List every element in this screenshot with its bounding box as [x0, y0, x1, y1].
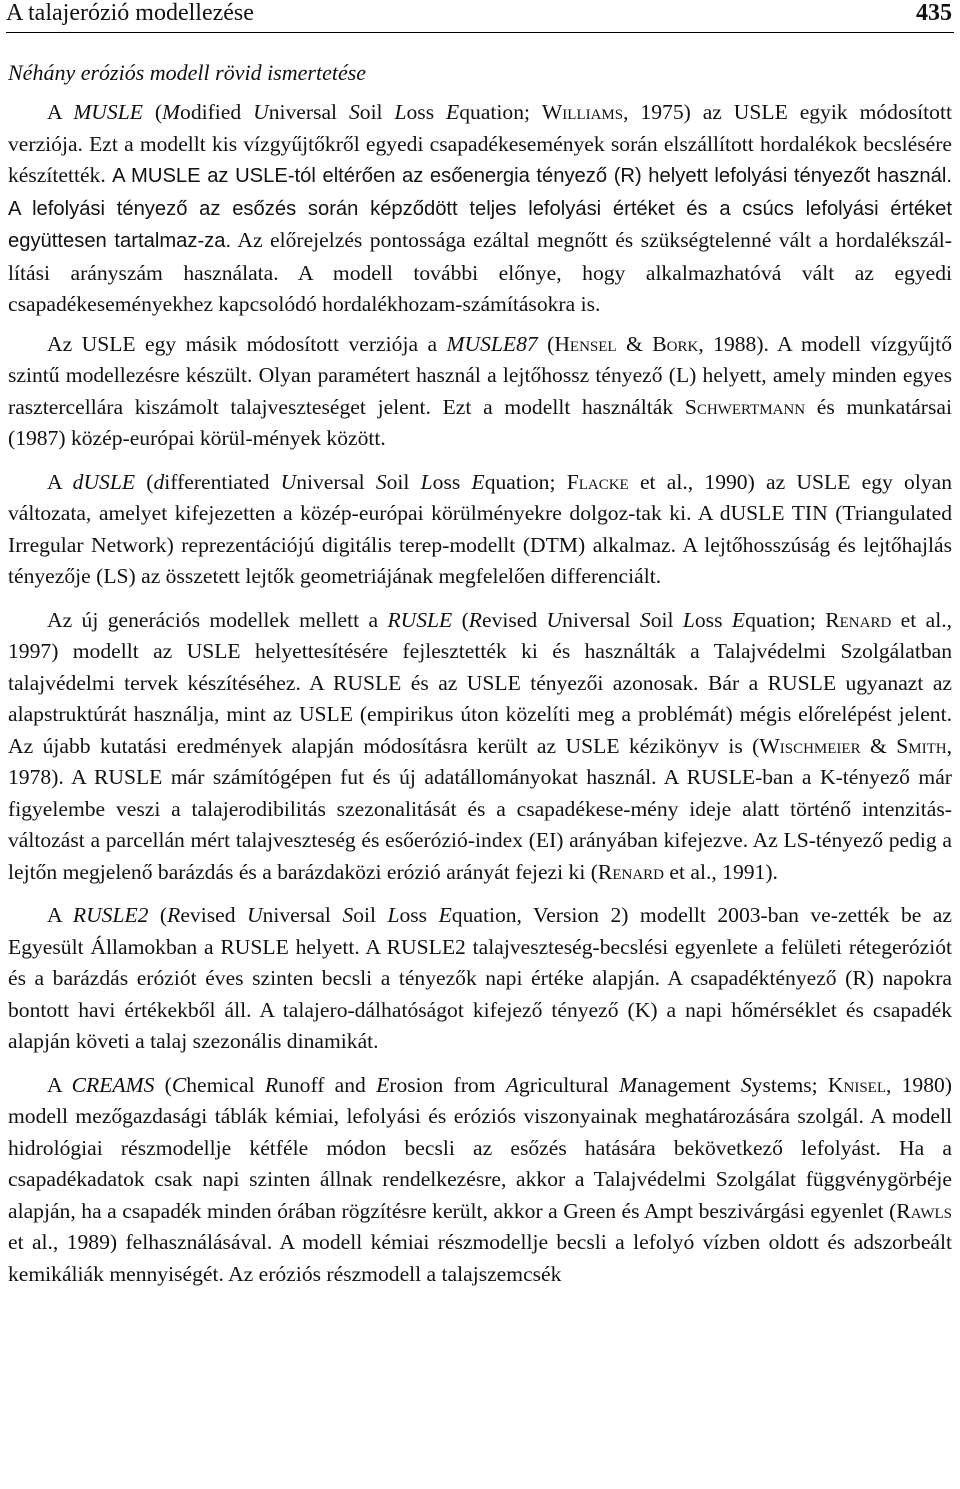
- author-citation: Smith: [896, 733, 947, 758]
- author-citation: Renard: [597, 859, 664, 884]
- model-name-dusle: dUSLE: [72, 469, 136, 494]
- paragraph-musle87: Az USLE egy másik módosított verziója a MUSLE87 (Hensel & Bork, 1988). A modell vízgyűjtő szintű modellezésre készült. Olyan paramétert használ a lejtőhossz tényező (L) helyett, amely minden egyes rasztercellára kiszámolt talajveszteséget jelent. Ezt a modellt használták Schwertmann és munkatársai (1987) közép-európai körül-mények között.: [8, 331, 953, 450]
- author-citation: Bork: [652, 331, 699, 356]
- model-name-musle87: MUSLE87: [446, 331, 538, 356]
- paragraph-rusle: Az új generációs modellek mellett a RUSLE (Revised Universal Soil Loss Equation; Renard et al., 1997) modellt az USLE helyettesítésére fejlesztették ki és használták a Talajvédelmi Szolgálatban talajvédelmi tervek készítéséhez. A RUSLE és az USLE tényezői azonosak. Bár a RUSLE ugyanazt az alapstruktúrát használja, mint az USLE (empirikus úton közelíti meg a problémát) mégis előrelépést jelent. Az újabb kutatási eredmények alapján módosításra került az USLE kézikönyv is (Wischmeier & Smith, 1978). A RUSLE már számítógépen fut és új adatállományokat használ. A RUSLE-ban a K-tényező már figyelembe veszi a talajerodibilitás szezonalitását és a csapadékese-mény ideje alatt történő intenzitás-változást a parcellán mért talajveszteség és esőerózió-index (EI) arányában kifejezve. Az LS-tényező pedig a lejtőn megjelenő barázdás és a barázdaközi erózió arányát fejezi ki (Renard et al., 1991).: [8, 607, 953, 884]
- author-citation: Hensel: [554, 331, 617, 356]
- author-citation: Rawls: [896, 1198, 952, 1223]
- paragraph-rusle2: A RUSLE2 (Revised Universal Soil Loss Equation, Version 2) modellt 2003-ban ve-zették be az Egyesült Államokban a RUSLE helyett. A RUSLE2 talajveszteség-becslési egyenlete a felületi rétegeróziót és a barázdás eróziót éves szinten becsli a tényezők napi értéke alapján. A csapadéktényező (R) napokra bontott havi értékekből áll. A talajero-dálhatóságot kifejező tényező (K) a napi hőmérséklet és csapadék alapján követi a talaj szezonális dinamikát.: [8, 903, 952, 1053]
- section-title: Néhány eróziós modell rövid ismertetése: [8, 60, 367, 85]
- author-citation: Knisel: [827, 1072, 886, 1097]
- author-citation: Flacke: [566, 469, 629, 494]
- author-citation: Wischmeier: [759, 733, 861, 758]
- paragraph-creams: A CREAMS (Chemical Runoff and Erosion from Agricultural Management Systems; Knisel, 1980) modell mezőgazdasági táblák kémiai, lefolyási és eróziós viszonyainak meghatározására szolgál. A modell hidrológiai részmodellje kétféle módon becsli az esőzés hatására bekövetkező lefolyást. Ha a csapadékadatok csak napi szinten állnak rendelkezésre, akkor a Talajvédelmi Szolgálat függvénygörbéje alapján, ha a csapadék minden órában rögzítésre került, akkor a Green és Ampt beszivárgási egyenlet (Rawls et al., 1989) felhasználásával. A modell kémiai részmodellje becsli a lefolyó vízben oldott és adszorbeált kemikáliák mennyiségét. Az eróziós részmodell a talajszemcsék: [8, 1072, 952, 1286]
- author-citation: Williams: [541, 100, 624, 124]
- model-name-creams: CREAMS: [71, 1072, 155, 1097]
- model-name-rusle: RUSLE: [387, 607, 453, 632]
- paragraph-musle: A MUSLE (Modified Universal Soil Loss Equation; Williams, 1975) az USLE egyik módosított verziója. Ezt a modellt kis vízgyűjtőkről egyedi csapadékesemények során elszállított hordalékok becslésére készítették. A MUSLE az USLE-tól eltérően az esőenergia tényező (R) helyett lefolyási tényezőt használ. A lefolyási tényező az esőzés során képződött teljes lefolyási értéket és a csúcs lefolyási értéket együttesen tartalmaz-za. Az előrejelzés pontossága ezáltal megnőtt és szükségtelenné vált a hordalékszál-lítási arányszám használata. A modell további előnye, hogy alkalmazhatóvá vált az egyedi csapadékeseményekhez kapcsolódó hordalékhozam-számításokra is.: [8, 100, 952, 316]
- author-citation: Schwertmann: [684, 394, 806, 419]
- main-content: [8, 71, 952, 1302]
- author-citation: Renard: [825, 607, 892, 632]
- page-header: [6, 0, 954, 33]
- model-name-rusle2: RUSLE2: [72, 903, 149, 927]
- model-name-musle: MUSLE: [73, 100, 143, 124]
- paragraph-dusle: A dUSLE (differentiated Universal Soil Loss Equation; Flacke et al., 1990) az USLE egy olyan változata, amelyet kifejezetten a közép-európai körülményekre dolgoz-tak ki. A dUSLE TIN (Triangulated Irregular Network) reprezentációjú digitális terep-modellt (DTM) alkalmaz. A lejtőhosszúság és lejtőhajlás tényezője (LS) az összetett lejtők geometriájának megfelelően differenciált.: [8, 469, 952, 588]
- running-title: A talajerózió modellezése: [6, 0, 254, 26]
- page-number: 435: [916, 0, 952, 26]
